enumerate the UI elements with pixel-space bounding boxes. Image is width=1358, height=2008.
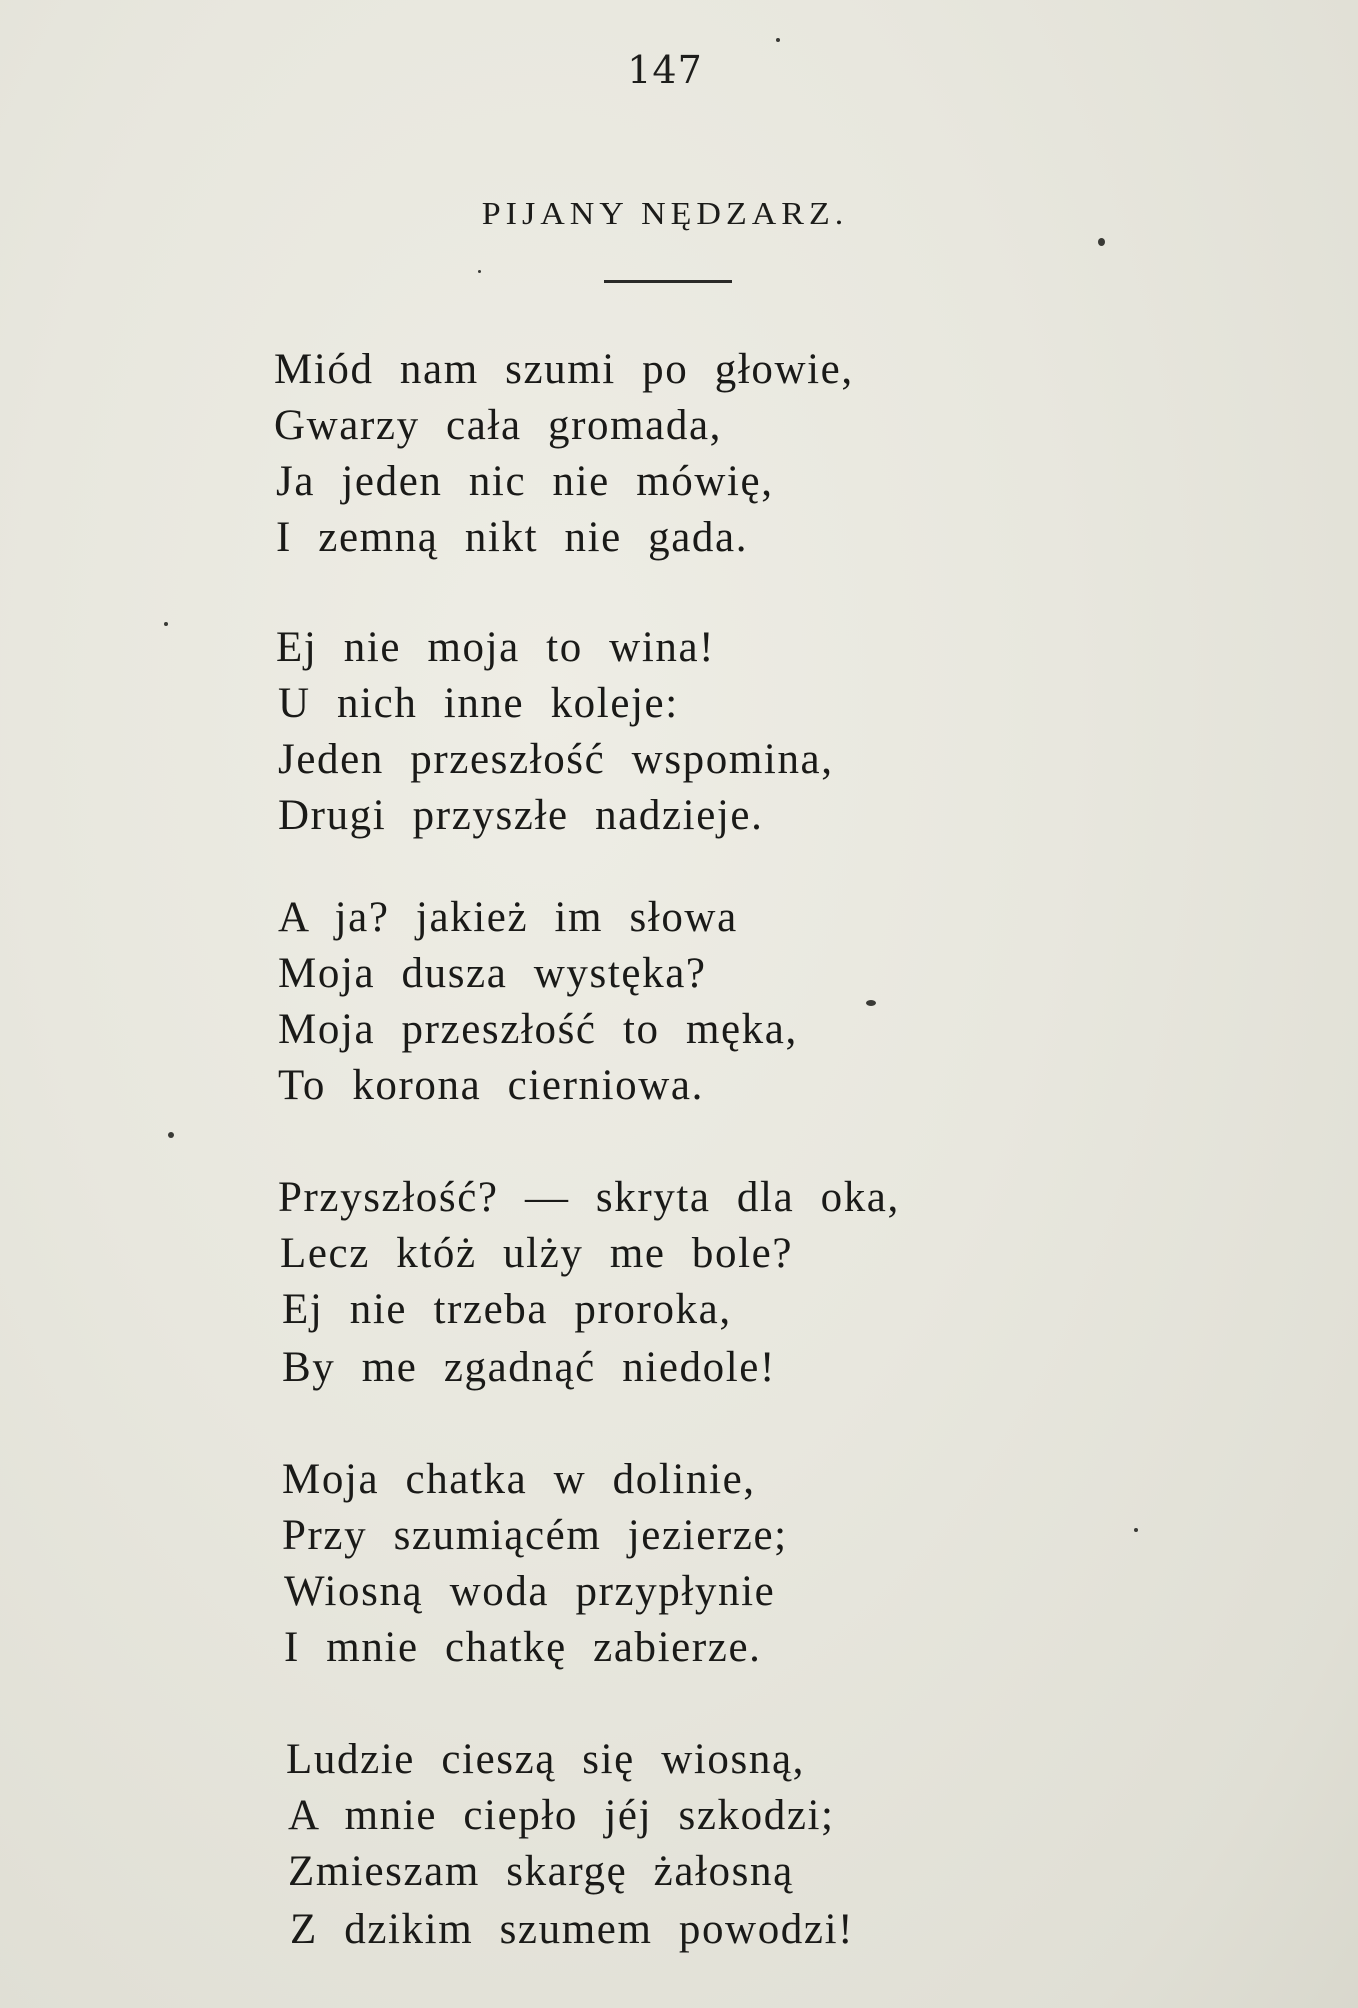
poem-line: I zemną nikt nie gada. xyxy=(276,514,749,561)
poem-line: Ej nie moja to wina! xyxy=(276,624,716,671)
ink-speck xyxy=(866,1000,876,1006)
page-number: 147 xyxy=(627,48,703,92)
poem-line: By me zgadnąć niedole! xyxy=(282,1344,776,1391)
poem-line: Ludzie cieszą się wiosną, xyxy=(286,1736,805,1783)
ink-speck xyxy=(478,270,481,273)
poem-line: Moja przeszłość to męka, xyxy=(278,1006,798,1053)
poem-line: Wiosną woda przypłynie xyxy=(284,1568,776,1615)
poem-line: Ja jeden nic nie mówię, xyxy=(276,458,774,505)
poem-line: To korona cierniowa. xyxy=(278,1062,704,1109)
ink-speck xyxy=(1098,238,1105,246)
poem-line: Przy szumiącém jezierze; xyxy=(282,1512,788,1559)
poem-line: A mnie ciepło jéj szkodzi; xyxy=(288,1792,835,1839)
poem-line: Zmieszam skargę żałosną xyxy=(288,1848,794,1895)
ink-speck xyxy=(168,1132,174,1138)
poem-line: Z dzikim szumem powodzi! xyxy=(290,1906,855,1953)
poem-line: Ej nie trzeba proroka, xyxy=(282,1286,732,1333)
ink-speck xyxy=(776,38,780,42)
poem-line: Gwarzy cała gromada, xyxy=(274,402,722,449)
poem-line: Lecz któż ulży me bole? xyxy=(280,1230,794,1277)
poem-line: Miód nam szumi po głowie, xyxy=(274,346,854,393)
ink-speck xyxy=(1134,1528,1138,1532)
poem-line: U nich inne koleje: xyxy=(278,680,679,727)
poem-line: Moja chatka w dolinie, xyxy=(282,1456,756,1503)
poem-line: I mnie chatkę zabierze. xyxy=(284,1624,762,1671)
poem-line: Moja dusza wystęka? xyxy=(278,950,707,997)
poem-line: Przyszłość? — skryta dla oka, xyxy=(278,1174,900,1221)
poem-title: PIJANY NĘDZARZ. xyxy=(481,197,849,232)
ink-speck xyxy=(164,622,168,626)
poem-line: Jeden przeszłość wspomina, xyxy=(278,736,834,783)
poem-line: A ja? jakież im słowa xyxy=(278,894,738,941)
poem-line: Drugi przyszłe nadzieje. xyxy=(278,792,764,839)
